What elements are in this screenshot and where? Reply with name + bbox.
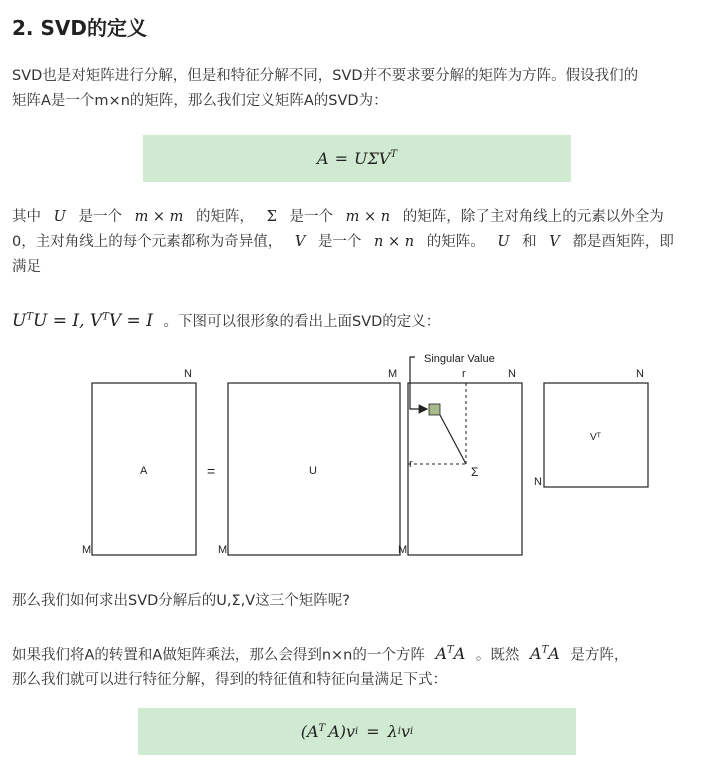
text-segment: 。既然 <box>475 647 520 664</box>
text-segment: 如果我们将A的转置和A做矩阵乘法，那么会得到n×n的一个方阵 <box>12 647 425 664</box>
math-ata-2 <box>530 644 560 663</box>
formula-sup: T <box>390 149 397 160</box>
formula-eq: = <box>334 149 348 168</box>
text-segment: 的矩阵。 <box>426 234 485 250</box>
unitary-text: 。下图可以很形象的看出上面SVD的定义： <box>163 313 441 330</box>
eq-part: U <box>12 310 27 331</box>
eigen-paragraph <box>12 638 704 693</box>
sigma-symbol-label: Σ <box>471 465 479 479</box>
matrix-u-m-label: M <box>388 368 398 380</box>
singular-value-label: Singular Value <box>424 353 495 365</box>
text-segment: 的矩阵，除了主对角线上的元素以外全为 <box>402 209 664 225</box>
formula2-lambda: λ <box>387 722 398 741</box>
text-segment: 是一个 <box>317 234 362 250</box>
math-mxn: m × n <box>345 209 391 225</box>
unitary-equation <box>12 311 153 331</box>
formula-lhs: A <box>317 149 329 168</box>
formula2-sup: T <box>318 723 326 734</box>
matrix-u-m-label-bottom: M <box>218 544 228 556</box>
definition-line-1 <box>12 205 704 230</box>
intro-line-2: 矩阵A是一个m×n的矩阵，那么我们定义矩阵A的SVD为： <box>12 93 388 109</box>
formula2-v: v <box>401 722 411 741</box>
math-sup: T <box>447 645 454 656</box>
text-segment: 是一个 <box>78 209 122 225</box>
question-paragraph: 那么我们如何求出SVD分解后的U,Σ,V这三个矩阵呢? <box>12 593 350 609</box>
text-segment: 和 <box>522 234 537 250</box>
math-u: U <box>53 209 66 225</box>
matrix-a-m-label: M <box>82 544 92 556</box>
section-heading: 2. SVD的定义 <box>12 16 147 40</box>
text-segment: 其中 <box>12 209 41 225</box>
formula2-sub: i <box>355 726 359 737</box>
text-segment: 0，主对角线上的每个元素都称为奇异值， <box>12 234 283 250</box>
sigma-r-top-label: r <box>462 368 466 380</box>
svd-formula-box <box>143 135 571 182</box>
matrix-u-label: U <box>309 465 317 477</box>
math-ata-1 <box>435 644 465 663</box>
eigen-formula-box <box>138 708 576 755</box>
eigen-line-2: 那么我们就可以进行特征分解，得到的特征值和特征向量满足下式： <box>12 672 447 689</box>
singular-value-cell <box>429 404 440 415</box>
formula2-sub: i <box>397 726 401 737</box>
formula2-eq: = <box>366 722 380 741</box>
intro-paragraph <box>12 64 704 114</box>
unitary-paragraph <box>12 303 704 336</box>
definition-paragraph <box>12 205 704 280</box>
math-part: A <box>548 644 560 664</box>
matrix-a-label: A <box>140 465 148 477</box>
matrix-vt-n-left-label: N <box>534 476 542 488</box>
definition-line-3: 满足 <box>12 259 41 275</box>
text-segment: 是方阵， <box>570 647 629 664</box>
formula-rhs: UΣV <box>353 149 391 168</box>
svd-diagram <box>78 350 658 562</box>
text-segment: 的矩阵， <box>196 209 255 225</box>
sigma-n-label: N <box>508 368 516 380</box>
eq-part: U = I, V <box>33 310 103 331</box>
matrix-a-n-label: N <box>184 368 192 380</box>
sigma-m-label: M <box>398 544 408 556</box>
matrix-vt-n-top-label: N <box>636 368 644 380</box>
eigen-line-1 <box>12 638 704 668</box>
eq-part: V = I <box>108 310 153 331</box>
text-segment: 是一个 <box>289 209 334 225</box>
sigma-r-left-label: r <box>409 458 413 470</box>
math-sup: T <box>541 645 549 656</box>
math-part: A <box>453 644 466 664</box>
definition-line-2 <box>12 230 704 255</box>
text-segment: 都是酉矩阵，即 <box>572 234 674 250</box>
intro-line-1: SVD也是对矩阵进行分解，但是和特征分解不同，SVD并不要求要分解的矩阵为方阵。假设我们的 <box>12 68 639 84</box>
formula2-part: (A <box>300 722 319 741</box>
math-part: A <box>530 644 542 664</box>
math-nxn: n × n <box>374 234 415 250</box>
equals-sign: = <box>207 463 216 479</box>
eq-sup: T <box>26 311 33 322</box>
math-u2: U <box>497 234 510 250</box>
math-v2: V <box>549 234 560 250</box>
math-mxm: m × m <box>134 209 184 225</box>
matrix-vt-label: Vᵀ <box>590 432 601 443</box>
math-part: A <box>435 644 448 664</box>
formula2-sub: i <box>410 726 414 737</box>
math-sigma: Σ <box>266 209 277 225</box>
math-v: V <box>294 234 306 250</box>
eq-sup: T <box>102 311 109 322</box>
formula2-part: A)v <box>328 722 356 741</box>
